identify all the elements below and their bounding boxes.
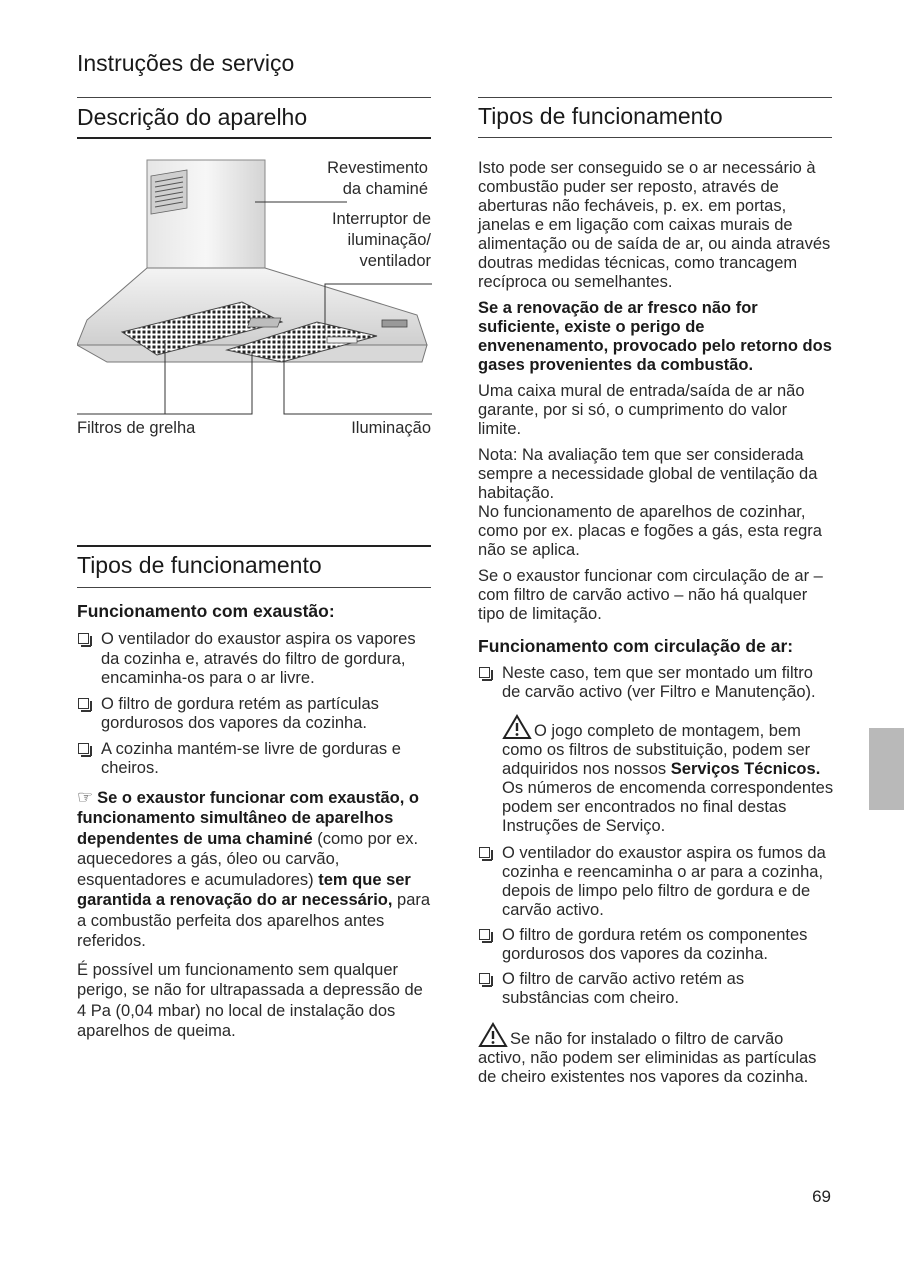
divider xyxy=(77,137,431,139)
warning-icon xyxy=(502,714,532,740)
side-tab xyxy=(869,728,904,810)
list-item: Neste caso, tem que ser montado um filtro de carvão activo (ver Filtro e Manutenção). xyxy=(478,664,834,702)
divider xyxy=(77,545,431,547)
checkbox-icon xyxy=(78,743,89,754)
checkbox-icon xyxy=(78,633,89,644)
checkbox-icon xyxy=(479,973,490,984)
paragraph: Isto pode ser conseguido se o ar necessário à combustão puder ser reposto, através de aberturas não fecháveis, p. ex. em portas, janelas e em ligação com caixas murais de alimentação ou de saída de ar, ou ainda através doutras medidas técnicas, como trancagem recíproca ou semelhantes. xyxy=(478,159,831,291)
list-item: O filtro de gordura retém os componentes gordurosos dos vapores da cozinha. xyxy=(478,926,834,964)
section-title-tipos-left: Tipos de funcionamento xyxy=(77,552,322,578)
section-title-descricao: Descrição do aparelho xyxy=(77,104,308,130)
checkbox-icon xyxy=(78,698,89,709)
paragraph-bold: Se a renovação de ar fresco não for suficiente, existe o perigo de envenenamento, provocado pelo retorno dos gases provenientes da combustão. xyxy=(478,299,832,374)
divider xyxy=(478,137,832,138)
divider xyxy=(77,97,431,98)
bullet-list xyxy=(478,844,834,1008)
note-paragraph: ☞ Se o exaustor funcionar com exaustão, o funcionamento simultâneo de aparelhos dependentes de uma chaminé (como por ex. aquecedores a gás, óleo ou carvão, esquentadores e acumuladores) tem que ser garantida a renovação do ar necessário, para a combustão perfeita dos aparelhos antes referidos. xyxy=(77,786,431,950)
section-title-tipos-right: Tipos de funcionamento xyxy=(478,103,723,129)
subheading-circulacao: Funcionamento com circulação de ar: xyxy=(478,636,794,656)
paragraph: Uma caixa mural de entrada/saída de ar não garante, por si só, o cumprimento do valor limite. xyxy=(478,382,805,438)
list-item: O ventilador do exaustor aspira os vapores da cozinha e, através do filtro de gordura, encaminha-os para o ar livre. xyxy=(77,630,435,689)
warning-icon xyxy=(478,1022,508,1048)
divider xyxy=(478,97,832,98)
label-iluminacao: Iluminação xyxy=(351,419,431,437)
page-title: Instruções de serviço xyxy=(77,50,295,76)
list-item: O ventilador do exaustor aspira os fumos da cozinha e reencaminha o ar para a cozinha, depois de limpo pelo filtro de gordura e de carvão activo. xyxy=(478,844,834,920)
bullet-list xyxy=(77,630,435,779)
list-item: O filtro de carvão activo retém as substâncias com cheiro. xyxy=(478,970,834,1008)
checkbox-icon xyxy=(479,667,490,678)
list-item: O filtro de gordura retém as partículas gordurosos dos vapores da cozinha. xyxy=(77,695,435,734)
checkbox-icon xyxy=(479,847,490,858)
label-filtros: Filtros de grelha xyxy=(77,419,196,437)
label-revestimento: Revestimento da chaminé xyxy=(327,159,428,198)
page-number: 69 xyxy=(812,1187,831,1206)
pointing-hand-icon: ☞ xyxy=(77,786,94,807)
paragraph: Se o exaustor funcionar com circulação de ar – com filtro de carvão activo – não há qualquer tipo de limitação. xyxy=(478,567,823,623)
divider xyxy=(77,587,431,588)
checkbox-icon xyxy=(479,929,490,940)
list-item: A cozinha mantém-se livre de gorduras e cheiros. xyxy=(77,740,435,779)
bullet-list xyxy=(478,664,834,702)
left-content xyxy=(77,601,435,1042)
paragraph: No funcionamento de aparelhos de cozinhar, como por ex. placas e fogões a gás, esta regra não se aplica. xyxy=(478,503,822,559)
warning-block: O jogo completo de montagem, bem como os filtros de substituição, podem ser adquiridos nos nossos Serviços Técnicos. Os números de encomenda correspondentes podem ser encontrados no final destas Instruções de Serviço. xyxy=(478,714,834,836)
label-interruptor: Interruptor de iluminação/ ventilador xyxy=(331,210,431,270)
subheading-exaustao: Funcionamento com exaustão: xyxy=(77,601,335,621)
right-content xyxy=(478,159,834,1087)
paragraph: Nota: Na avaliação tem que ser considerada sempre a necessidade global de ventilação da habitação. xyxy=(478,446,818,502)
warning-block: Se não for instalado o filtro de carvão activo, não podem ser eliminidas as partículas de cheiro existentes nos vapores da cozinha. xyxy=(478,1022,834,1087)
paragraph: É possível um funcionamento sem qualquer perigo, se não for ultrapassada a depressão de 4 Pa (0,04 mbar) no local de instalação dos aparelhos de queima. xyxy=(77,960,423,1040)
